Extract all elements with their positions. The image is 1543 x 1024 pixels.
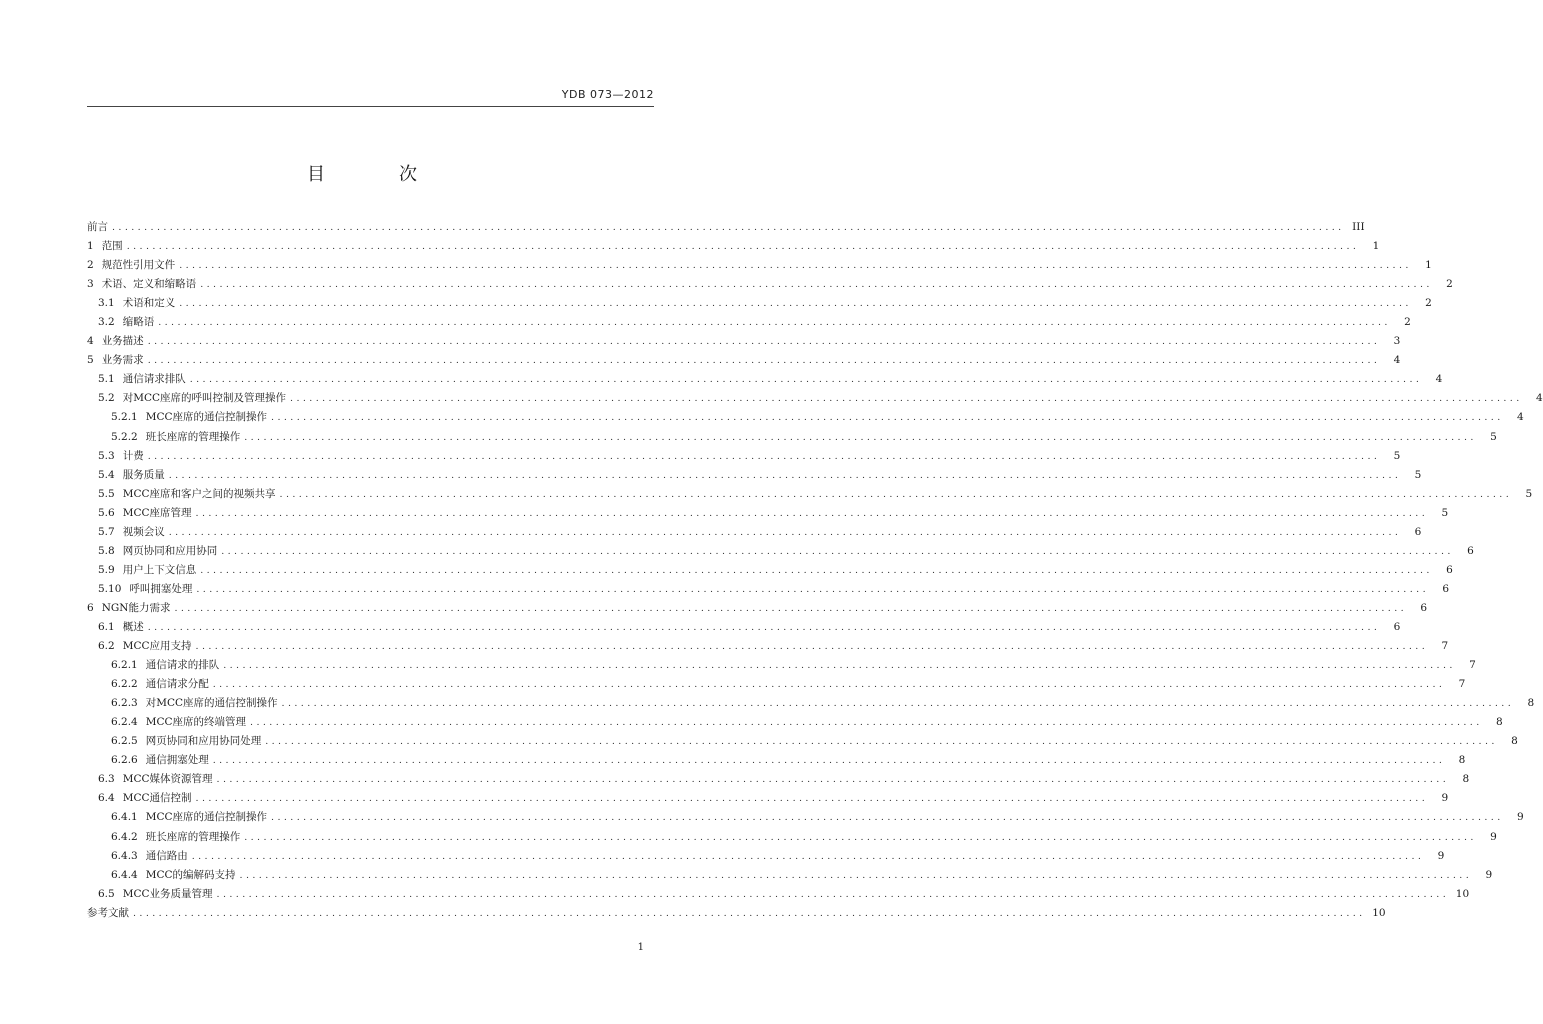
toc-entry-page: 1 (1425, 259, 1432, 272)
toc-dot-leader: ................................................................................................................................................................................................ (239, 869, 1473, 881)
toc-entry[interactable] (87, 789, 1449, 808)
toc-dot-leader: ................................................................................................................................................................................................ (196, 583, 1429, 595)
toc-dot-leader: ................................................................................................................................................................................................ (279, 488, 1513, 500)
toc-entry[interactable] (87, 408, 1524, 427)
toc-entry[interactable] (87, 504, 1449, 523)
toc-dot-leader: ................................................................................................................................................................................................ (168, 469, 1402, 481)
toc-entry[interactable] (87, 485, 1533, 504)
toc-entry-label: 通信请求的排队 (145, 659, 220, 672)
toc-dot-leader: ................................................................................................................................................................................................ (265, 736, 1498, 748)
toc-entry[interactable] (87, 313, 1411, 332)
toc-entry-number: 6.5 (98, 887, 115, 900)
toc-entry[interactable] (87, 466, 1422, 485)
toc-entry-label: MCC座席和客户之间的视频共享 (122, 487, 276, 500)
toc-entry-number: 6.4 (98, 792, 115, 805)
toc-entry-label: 缩略语 (122, 316, 155, 329)
header-rule (87, 106, 654, 107)
toc-entry-label: MCC应用支持 (122, 640, 192, 653)
toc-entry-page: 6 (1393, 620, 1401, 633)
toc-dot-leader: ................................................................................................................................................................................................ (147, 355, 1381, 367)
toc-entry-label: MCC座席管理 (122, 506, 192, 519)
page-number: 1 (637, 942, 644, 953)
toc-entry-label: 计费 (122, 449, 144, 462)
toc-entry-number: 2 (87, 259, 94, 272)
toc-dot-leader: ................................................................................................................................................................................................ (216, 774, 1450, 786)
toc-entry[interactable] (87, 542, 1474, 561)
toc-entry-label: 网页协同和应用协同 (122, 544, 218, 557)
toc-entry-label: 术语和定义 (122, 297, 176, 310)
toc-entry-number: 6.2.1 (111, 659, 138, 672)
toc-entry-number: 5.7 (98, 525, 115, 538)
toc-dot-leader: ................................................................................................................................................................................................ (147, 450, 1381, 462)
toc-entry[interactable] (87, 351, 1401, 370)
toc-entry-page: 8 (1458, 754, 1466, 767)
toc-entry-number: 6.4.1 (111, 811, 138, 824)
toc-dot-leader: ................................................................................................................................................................................................ (271, 412, 1504, 424)
toc-dot-leader: ................................................................................................................................................................................................ (290, 393, 1523, 405)
toc-entry-label: 业务描述 (101, 335, 144, 348)
toc-entry-page: 10 (1372, 906, 1386, 919)
toc-entry[interactable] (87, 389, 1543, 408)
toc-entry-label: MCC的编解码支持 (145, 868, 236, 881)
toc-entry-page: 6 (1420, 601, 1428, 614)
toc-entry[interactable] (87, 447, 1401, 466)
toc-dot-leader: ................................................................................................................................................................................................ (223, 660, 1456, 672)
toc-entry-label: MCC媒体资源管理 (122, 773, 213, 786)
toc-dot-leader: ................................................................................................................................................................................................ (191, 850, 1425, 862)
toc-dot-leader: ................................................................................................................................................................................................ (179, 298, 1412, 310)
table-of-contents (87, 218, 1543, 923)
toc-entry-label: 对MCC座席的呼叫控制及管理操作 (122, 392, 287, 405)
toc-entry-label: 网页协同和应用协同处理 (145, 735, 262, 748)
toc-dot-leader: ................................................................................................................................................................................................ (200, 564, 1433, 576)
toc-dot-leader: ................................................................................................................................................................................................ (281, 698, 1515, 710)
toc-entry-number: 5.4 (98, 468, 115, 481)
toc-entry[interactable] (87, 904, 1386, 923)
toc-entry-page: 6 (1467, 544, 1474, 557)
toc-entry-page: 8 (1527, 697, 1535, 710)
toc-entry-number: 3 (87, 278, 94, 291)
toc-entry[interactable] (87, 885, 1470, 904)
toc-entry-label: MCC座席的通信控制操作 (145, 411, 268, 424)
toc-dot-leader: ................................................................................................................................................................................................ (158, 317, 1391, 329)
toc-entry-label: 业务需求 (101, 354, 144, 367)
toc-dot-leader: ................................................................................................................................................................................................ (200, 279, 1433, 291)
toc-entry[interactable] (87, 275, 1453, 294)
toc-entry[interactable] (87, 256, 1432, 275)
toc-entry-page: 6 (1414, 525, 1422, 538)
toc-entry-label: 范围 (101, 240, 123, 253)
toc-entry-number: 6.4.3 (111, 849, 138, 862)
toc-entry[interactable] (87, 618, 1401, 637)
toc-entry-label: 通信请求分配 (145, 678, 209, 691)
toc-entry-number: 6.2.6 (111, 754, 138, 767)
toc-entry[interactable] (87, 580, 1449, 599)
toc-entry-label: 呼叫拥塞处理 (129, 582, 193, 595)
toc-entry-page: 5 (1393, 449, 1401, 462)
toc-entry-label: 通信路由 (145, 849, 188, 862)
toc-dot-leader: ................................................................................................................................................................................................ (179, 260, 1412, 272)
toc-entry-number: 5.1 (98, 373, 115, 386)
toc-entry-label: 班长座席的管理操作 (145, 830, 241, 843)
toc-entry-number: 3.1 (98, 297, 115, 310)
toc-dot-leader: ................................................................................................................................................................................................ (244, 431, 1477, 443)
toc-entry-page: 6 (1442, 582, 1449, 595)
toc-entry-page: III (1352, 221, 1365, 233)
toc-entry-page: 3 (1393, 335, 1401, 348)
toc-entry-page: 8 (1511, 735, 1518, 748)
toc-entry-number: 6.2.5 (111, 735, 138, 748)
toc-entry-page: 8 (1495, 716, 1503, 729)
toc-entry-page: 5 (1441, 506, 1449, 519)
toc-dot-leader: ................................................................................................................................................................................................ (126, 241, 1360, 253)
toc-dot-leader: ................................................................................................................................................................................................ (244, 831, 1477, 843)
toc-entry-label: 服务质量 (122, 468, 165, 481)
toc-entry-page: 9 (1485, 868, 1493, 881)
toc-entry-number: 6.1 (98, 620, 115, 633)
toc-entry[interactable] (87, 332, 1401, 351)
toc-entry[interactable] (87, 847, 1445, 866)
toc-entry-label: 前言 (87, 221, 108, 233)
toc-entry-number: 5.6 (98, 506, 115, 519)
toc-entry[interactable] (87, 751, 1466, 770)
toc-entry-number: 5.2.2 (111, 430, 138, 443)
toc-entry-page: 5 (1490, 430, 1497, 443)
toc-entry-label: 班长座席的管理操作 (145, 430, 241, 443)
toc-entry-page: 4 (1516, 411, 1524, 424)
toc-entry-label: 视频会议 (122, 525, 165, 538)
toc-entry-page: 7 (1441, 640, 1449, 653)
toc-entry-label: MCC座席的通信控制操作 (145, 811, 268, 824)
toc-entry-label: NGN能力需求 (101, 601, 171, 614)
toc-title: 目 次 (307, 164, 445, 185)
toc-entry-label: 对MCC座席的通信控制操作 (145, 697, 278, 710)
toc-entry-number: 6.2.3 (111, 697, 138, 710)
toc-entry[interactable] (87, 694, 1535, 713)
toc-entry-number: 5.10 (98, 582, 122, 595)
toc-entry-number: 6.3 (98, 773, 115, 786)
toc-entry-number: 6.2 (98, 640, 115, 653)
toc-entry-number: 6 (87, 601, 94, 614)
toc-entry-page: 9 (1441, 792, 1449, 805)
toc-entry-label: MCC座席的终端管理 (145, 716, 247, 729)
toc-entry-label: 通信拥塞处理 (145, 754, 209, 767)
toc-dot-leader: ................................................................................................................................................................................................ (112, 222, 1345, 233)
toc-entry-number: 4 (87, 335, 94, 348)
toc-entry[interactable] (87, 599, 1428, 618)
toc-entry[interactable] (87, 808, 1524, 827)
toc-entry[interactable] (87, 561, 1453, 580)
toc-entry-number: 5.3 (98, 449, 115, 462)
toc-entry-number: 3.2 (98, 316, 115, 329)
toc-entry[interactable] (87, 637, 1449, 656)
toc-entry-page: 8 (1462, 773, 1470, 786)
toc-entry[interactable] (87, 656, 1476, 675)
toc-entry[interactable] (87, 713, 1503, 732)
toc-entry-label: 术语、定义和缩略语 (101, 278, 197, 291)
toc-entry[interactable] (87, 294, 1432, 313)
toc-entry-page: 4 (1535, 392, 1543, 405)
toc-entry-number: 5.5 (98, 487, 115, 500)
toc-entry-number: 5 (87, 354, 94, 367)
toc-entry-page: 7 (1458, 678, 1466, 691)
toc-entry[interactable] (87, 770, 1470, 789)
toc-dot-leader: ................................................................................................................................................................................................ (133, 907, 1366, 919)
toc-entry-page: 10 (1455, 887, 1470, 900)
toc-entry-page: 9 (1516, 811, 1524, 824)
toc-entry[interactable] (87, 523, 1422, 542)
toc-entry-page: 4 (1393, 354, 1401, 367)
toc-dot-leader: ................................................................................................................................................................................................ (174, 602, 1408, 614)
document-code: YDB 073—2012 (561, 88, 654, 101)
toc-entry-page: 2 (1425, 297, 1432, 310)
toc-dot-leader: ................................................................................................................................................................................................ (271, 812, 1504, 824)
toc-entry[interactable] (87, 732, 1518, 751)
toc-dot-leader: ................................................................................................................................................................................................ (250, 717, 1483, 729)
toc-entry[interactable] (87, 828, 1497, 847)
toc-dot-leader: ................................................................................................................................................................................................ (195, 641, 1429, 653)
toc-dot-leader: ................................................................................................................................................................................................ (189, 374, 1423, 386)
toc-entry-number: 5.2.1 (111, 411, 138, 424)
toc-entry-number: 6.4.4 (111, 868, 138, 881)
toc-dot-leader: ................................................................................................................................................................................................ (195, 793, 1429, 805)
toc-dot-leader: ................................................................................................................................................................................................ (195, 507, 1429, 519)
toc-entry-page: 9 (1490, 830, 1497, 843)
toc-entry-label: 用户上下文信息 (122, 563, 197, 576)
toc-dot-leader: ................................................................................................................................................................................................ (216, 888, 1450, 900)
toc-entry-page: 4 (1435, 373, 1443, 386)
toc-entry-number: 1 (87, 240, 94, 253)
toc-dot-leader: ................................................................................................................................................................................................ (147, 621, 1381, 633)
toc-entry[interactable] (87, 866, 1493, 885)
toc-entry-label: 概述 (122, 620, 144, 633)
toc-entry-page: 7 (1469, 659, 1476, 672)
toc-entry-page: 1 (1372, 240, 1380, 253)
toc-entry-label: 规范性引用文件 (101, 259, 176, 272)
toc-entry-number: 6.2.2 (111, 678, 138, 691)
toc-entry-number: 6.4.2 (111, 830, 138, 843)
toc-entry[interactable] (87, 370, 1443, 389)
toc-entry[interactable] (87, 237, 1380, 256)
toc-entry[interactable] (87, 675, 1466, 694)
toc-entry-page: 2 (1404, 316, 1411, 329)
toc-entry-number: 6.2.4 (111, 716, 138, 729)
toc-entry-page: 6 (1446, 563, 1453, 576)
toc-entry-label: MCC业务质量管理 (122, 887, 213, 900)
toc-entry-label: MCC通信控制 (122, 792, 192, 805)
toc-entry-page: 9 (1437, 849, 1445, 862)
toc-entry-page: 2 (1446, 278, 1453, 291)
toc-entry-page: 5 (1525, 487, 1533, 500)
toc-entry[interactable] (87, 428, 1497, 447)
toc-entry-number: 5.8 (98, 544, 115, 557)
toc-dot-leader: ................................................................................................................................................................................................ (147, 336, 1381, 348)
toc-entry-page: 5 (1414, 468, 1422, 481)
toc-entry-number: 5.9 (98, 563, 115, 576)
toc-dot-leader: ................................................................................................................................................................................................ (212, 679, 1446, 691)
toc-entry-number: 5.2 (98, 392, 115, 405)
toc-entry[interactable] (87, 218, 1365, 237)
toc-dot-leader: ................................................................................................................................................................................................ (212, 755, 1446, 767)
toc-dot-leader: ................................................................................................................................................................................................ (221, 545, 1454, 557)
toc-entry-label: 参考文献 (87, 906, 129, 919)
toc-dot-leader: ................................................................................................................................................................................................ (168, 526, 1402, 538)
toc-entry-label: 通信请求排队 (122, 373, 186, 386)
